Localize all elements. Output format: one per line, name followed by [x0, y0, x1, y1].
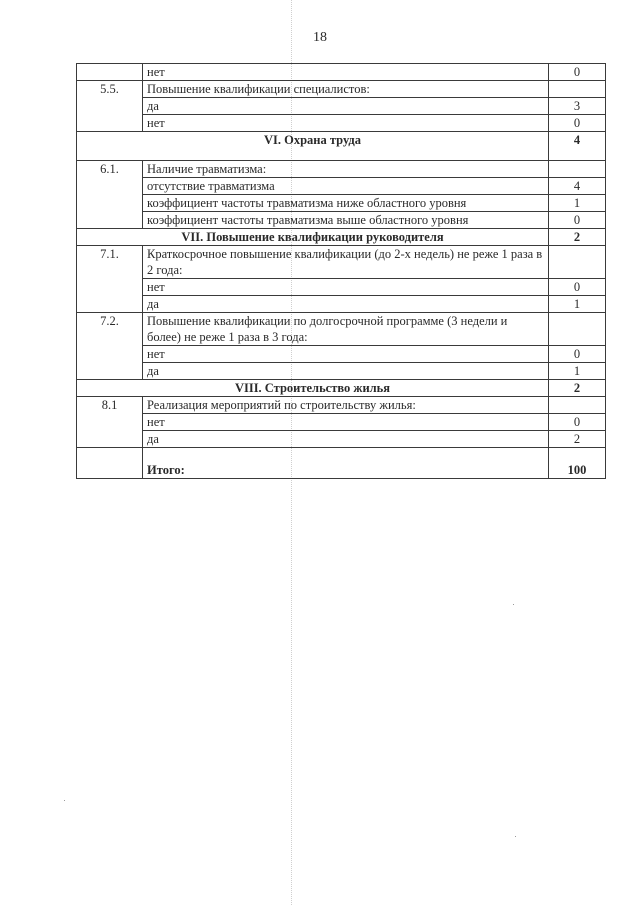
table-row: [77, 195, 606, 212]
section-title: VII. Повышение квалификации руководителя: [77, 229, 549, 246]
item-text: Реализация мероприятий по строительству жилья:: [143, 397, 549, 414]
table-row: [77, 414, 606, 431]
item-score: [549, 397, 606, 414]
item-score: 0: [549, 414, 606, 431]
item-text: Повышение квалификации специалистов:: [143, 81, 549, 98]
item-text: Повышение квалификации по долгосрочной программе (3 недели и более) не реже 1 раза в 3 года:: [143, 313, 549, 346]
item-number: [77, 448, 143, 479]
table-row: [77, 212, 606, 229]
table-row: [77, 115, 606, 132]
item-number: 5.5.: [77, 81, 143, 132]
table-row: [77, 98, 606, 115]
item-text: отсутствие травматизма: [143, 178, 549, 195]
item-text: да: [143, 296, 549, 313]
section-row: [77, 380, 606, 397]
item-text: Краткосрочное повышение квалификации (до 2-х недель) не реже 1 раза в 2 года:: [143, 246, 549, 279]
item-number: 7.2.: [77, 313, 143, 380]
table-row: [77, 64, 606, 81]
scan-speck: [513, 604, 514, 605]
item-score: 0: [549, 346, 606, 363]
item-score: 0: [549, 279, 606, 296]
item-text: коэффициент частоты травматизма выше областного уровня: [143, 212, 549, 229]
section-score: 4: [549, 132, 606, 161]
item-number: 6.1.: [77, 161, 143, 229]
item-score: 2: [549, 431, 606, 448]
table-row: [77, 296, 606, 313]
section-row: [77, 229, 606, 246]
item-score: [549, 246, 606, 279]
item-text: нет: [143, 115, 549, 132]
item-score: 4: [549, 178, 606, 195]
section-title: VI. Охрана труда: [77, 132, 549, 161]
table-row: [77, 246, 606, 279]
item-score: 1: [549, 296, 606, 313]
page-number: 18: [313, 30, 327, 45]
table-row: [77, 346, 606, 363]
table-row: [77, 431, 606, 448]
item-text: да: [143, 363, 549, 380]
table-row: [77, 81, 606, 98]
item-text: нет: [143, 346, 549, 363]
item-text: коэффициент частоты травматизма ниже областного уровня: [143, 195, 549, 212]
table-row: [77, 178, 606, 195]
table-row: [77, 161, 606, 178]
item-score: 0: [549, 115, 606, 132]
item-number: [77, 64, 143, 81]
item-number: 7.1.: [77, 246, 143, 313]
table-row: [77, 279, 606, 296]
item-score: 3: [549, 98, 606, 115]
item-text: нет: [143, 414, 549, 431]
total-row: [77, 448, 606, 479]
table-row: [77, 397, 606, 414]
section-score: 2: [549, 380, 606, 397]
item-text: нет: [143, 279, 549, 296]
item-score: 1: [549, 363, 606, 380]
item-score: [549, 313, 606, 346]
section-score: 2: [549, 229, 606, 246]
section-row: [77, 132, 606, 161]
scan-speck: [64, 800, 65, 801]
item-score: [549, 161, 606, 178]
item-text: да: [143, 98, 549, 115]
scan-speck: [515, 836, 516, 837]
item-text: Наличие травматизма:: [143, 161, 549, 178]
item-number: 8.1: [77, 397, 143, 448]
item-text: да: [143, 431, 549, 448]
item-score: 1: [549, 195, 606, 212]
section-title: VIII. Строительство жилья: [77, 380, 549, 397]
item-score: 0: [549, 212, 606, 229]
total-score: 100: [549, 448, 606, 479]
item-score: [549, 81, 606, 98]
item-score: 0: [549, 64, 606, 81]
table-row: [77, 313, 606, 346]
item-text: нет: [143, 64, 549, 81]
table-row: [77, 363, 606, 380]
total-label: Итого:: [143, 448, 549, 479]
score-table: [76, 63, 606, 479]
